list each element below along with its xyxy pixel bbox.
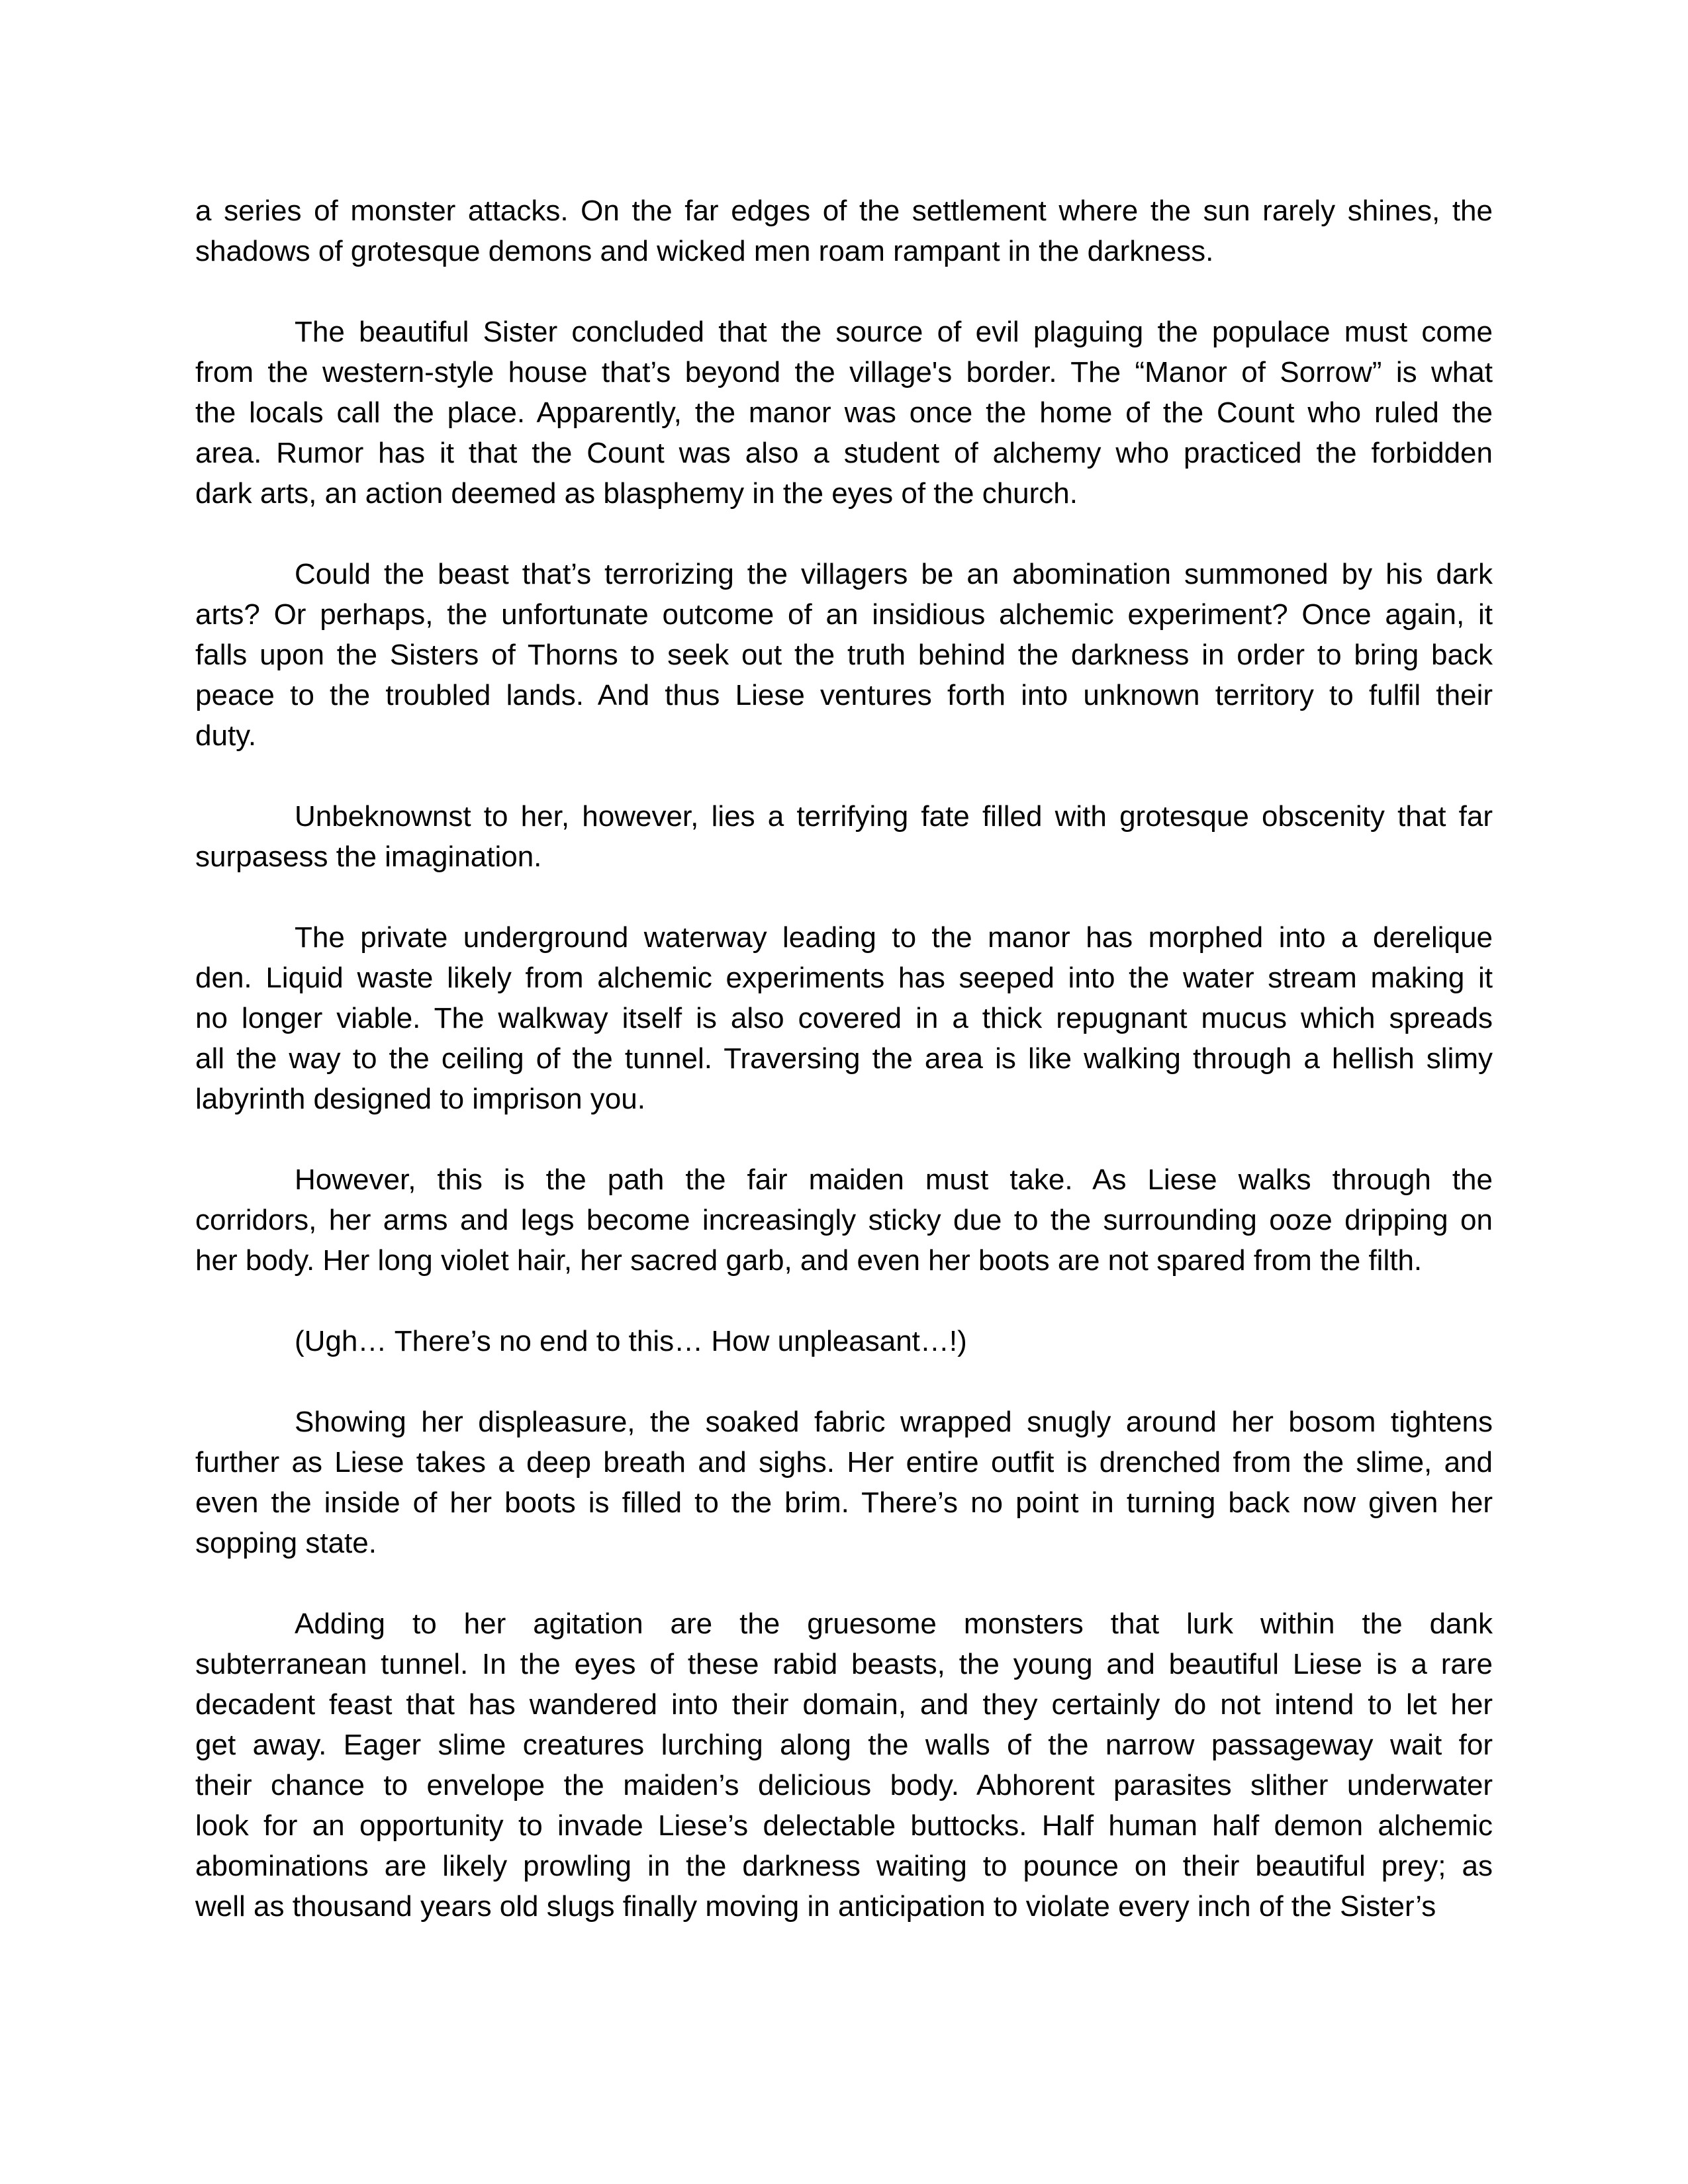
text-line: Could the beast that’s terrorizing the villagers be an abomination summoned by his dark [295, 558, 1493, 590]
text-line: area. Rumor has it that the Count was also a student of alchemy who practiced the forbidden [195, 437, 1493, 469]
text-line: from the western-style house that’s beyond the village's border. The “Manor of Sorrow” is what [195, 356, 1493, 388]
text-body [195, 191, 1493, 1927]
text-line: peace to the troubled lands. And thus Liese ventures forth into unknown territory to fulfil their [195, 679, 1493, 711]
text-line: their chance to envelope the maiden’s delicious body. Abhorent parasites slither underwater [195, 1769, 1493, 1801]
text-line: surpasess the imagination. [195, 841, 542, 873]
text-line: all the way to the ceiling of the tunnel. Traversing the area is like walking through a hellish slimy [195, 1042, 1493, 1075]
text-line: dark arts, an action deemed as blasphemy in the eyes of the church. [195, 477, 1078, 510]
paragraph [195, 1321, 1493, 1361]
paragraph [195, 917, 1493, 1119]
text-line: labyrinth designed to imprison you. [195, 1083, 645, 1115]
text-line: Adding to her agitation are the gruesome monsters that lurk within the dank [295, 1608, 1493, 1640]
paragraph [195, 1160, 1493, 1281]
text-line: sopping state. [195, 1527, 377, 1559]
paragraph [195, 796, 1493, 877]
text-line: The beautiful Sister concluded that the source of evil plaguing the populace must come [295, 316, 1493, 348]
text-line: den. Liquid waste likely from alchemic experiments has seeped into the water stream making it [195, 962, 1493, 994]
text-line: no longer viable. The walkway itself is also covered in a thick repugnant mucus which spreads [195, 1002, 1493, 1034]
text-line: falls upon the Sisters of Thorns to seek out the truth behind the darkness in order to bring back [195, 639, 1493, 671]
text-line: look for an opportunity to invade Liese’s delectable buttocks. Half human half demon alchemic [195, 1809, 1493, 1842]
paragraph [195, 554, 1493, 756]
text-line: However, this is the path the fair maiden must take. As Liese walks through the [295, 1163, 1493, 1196]
text-line: (Ugh… There’s no end to this… How unpleasant…!) [295, 1325, 967, 1357]
text-line: corridors, her arms and legs become increasingly sticky due to the surrounding ooze dripping on [195, 1204, 1493, 1236]
text-line: arts? Or perhaps, the unfortunate outcome of an insidious alchemic experiment? Once again, it [195, 598, 1493, 631]
text-line: well as thousand years old slugs finally moving in anticipation to violate every inch of the Sister’s [195, 1890, 1436, 1923]
text-line: even the inside of her boots is filled to the brim. There’s no point in turning back now given her [195, 1486, 1493, 1519]
text-line: further as Liese takes a deep breath and sighs. Her entire outfit is drenched from the slime, and [195, 1446, 1493, 1479]
text-line: duty. [195, 719, 257, 752]
text-line: the locals call the place. Apparently, the manor was once the home of the Count who ruled the [195, 396, 1493, 429]
text-line: her body. Her long violet hair, her sacred garb, and even her boots are not spared from the filth. [195, 1244, 1423, 1277]
paragraph [195, 1402, 1493, 1563]
text-line: Unbeknownst to her, however, lies a terrifying fate filled with grotesque obscenity that far [295, 800, 1493, 833]
text-line: subterranean tunnel. In the eyes of these rabid beasts, the young and beautiful Liese is a rare [195, 1648, 1493, 1680]
text-line: The private underground waterway leading to the manor has morphed into a derelique [295, 921, 1493, 954]
text-line: Showing her displeasure, the soaked fabric wrapped snugly around her bosom tightens [295, 1406, 1493, 1438]
text-line: shadows of grotesque demons and wicked men roam rampant in the darkness. [195, 235, 1214, 267]
paragraph [195, 312, 1493, 514]
text-line: a series of monster attacks. On the far edges of the settlement where the sun rarely shines, the [195, 195, 1493, 227]
text-line: abominations are likely prowling in the darkness waiting to pounce on their beautiful prey; as [195, 1850, 1493, 1882]
paragraph [195, 191, 1493, 271]
text-line: decadent feast that has wandered into their domain, and they certainly do not intend to let her [195, 1688, 1493, 1721]
paragraph [195, 1604, 1493, 1927]
text-line: get away. Eager slime creatures lurching along the walls of the narrow passageway wait for [195, 1729, 1493, 1761]
